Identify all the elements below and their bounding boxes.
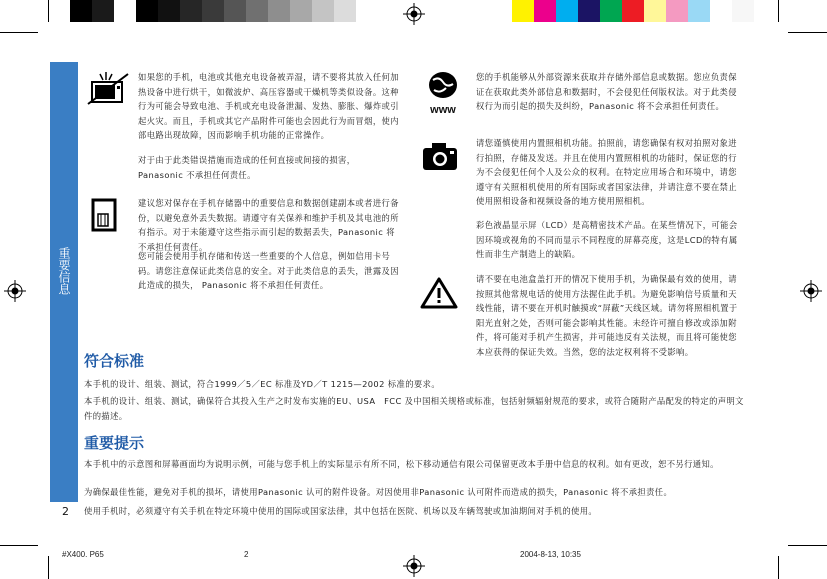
footer-page: 2 bbox=[244, 550, 249, 559]
sidebar-tab bbox=[50, 62, 78, 502]
registration-mark-icon bbox=[403, 3, 425, 25]
registration-mark-icon bbox=[800, 280, 822, 302]
registration-mark-icon bbox=[4, 280, 26, 302]
www-label: www bbox=[430, 104, 456, 116]
www-globe-icon bbox=[424, 70, 462, 114]
sim-card-icon bbox=[87, 196, 121, 236]
microwave-warning-icon bbox=[86, 70, 130, 106]
camera-icon bbox=[420, 140, 460, 174]
page-number: 2 bbox=[62, 505, 69, 518]
usage-warning-text: 请不要在电池盒盖打开的情况下使用手机，为确保最有效的使用，请按照其他常规电话的使用方法握住此手机。为避免影响信号质量和天线性能，请不要在开机时触摸或“屏蔽”天线区域。请勿将照相机置于阳光直射之处，否则可能会影响其性能。未经许可擅自修改或添加附件，将可能对手机产生损害，并可能违反有关法规，而且将可能使您本应获得的保证失效。当然，您的法定权利将不受影响。 bbox=[476, 274, 738, 357]
compliance-text-1: 本手机的设计、组装、测试，符合1999／5／EC 标准及YD／T 1215—2002 标准的要求。 bbox=[84, 379, 441, 389]
personal-info-text: 您可能会使用手机存储和传送一些重要的个人信息，例如信用卡号码。请您注意保证此类信息的安全。对于此类信息的丢失，泄露及因此造成的损失， Panasonic 将不承担任何责任。 bbox=[138, 251, 399, 291]
compliance-text-2: 本手机的设计、组装、测试，确保符合其投入生产之时发布实施的EU、USA FCC 及中国相关规格或标准，包括射频辐射规范的要求，或符合随附产品配发的特定的声明文件的描述。 bbox=[84, 396, 744, 421]
lcd-note-text: 彩色液晶显示屏（LCD）是高精密技术产品。在某些情况下，可能会因环境或视角的不同而显示不同程度的屏幕亮度，这是LCD的特有属性而非生产制造上的缺陷。 bbox=[476, 220, 738, 260]
compliance-heading: 符合标准 bbox=[84, 352, 145, 370]
heat-liability-text: 对于由于此类错误措施而造成的任何直接或间接的损害，Panasonic 不承担任何责任。 bbox=[138, 155, 356, 180]
heat-warning-text: 如果您的手机，电池或其他充电设备被弄湿，请不要将其放入任何加热设备中进行烘干，如微波炉、高压容器或干燥机等类似设备。这种行为可能会导致电池、手机或充电设备泄漏、发热、膨胀、爆炸或引起火灾。而且，手机或其它产品附件可能也会因此行为而冒烟，使内部电路出现故障，因而影响手机功能的正常操作。 bbox=[138, 72, 399, 141]
warning-triangle-icon bbox=[420, 276, 458, 310]
notice-text-2: 为确保最佳性能，避免对手机的损坏，请使用Panasonic 认可的附件设备。对因使用非Panasonic 认可附件而造成的损失，Panasonic 将不承担责任。 bbox=[84, 487, 673, 497]
footer-date: 2004-8-13, 10:35 bbox=[520, 550, 581, 559]
notice-heading: 重要提示 bbox=[84, 434, 145, 452]
notice-text-1: 本手机中的示意图和屏幕画面均为说明示例，可能与您手机上的实际显示有所不同，松下移动通信有限公司保留更改本手册中信息的权利。如有更改，恕不另行通知。 bbox=[84, 459, 719, 469]
backup-advice-text: 建议您对保存在手机存储器中的重要信息和数据创建副本或者进行备份，以避免意外丢失数据。请遵守有关保养和维护手机及其电池的所有指示。对于未能遵守这些指示而引起的数据丢失，Panasonic 将不承担任何责任。 bbox=[138, 198, 399, 252]
sidebar-label: 重要信息 bbox=[57, 247, 71, 295]
copyright-text: 您的手机能够从外部资源来获取并存储外部信息或数据。您应负责保证在获取此类外部信息和数据时，不会侵犯任何版权法。对于此类侵权行为而引起的损失及纠纷，Panasonic 将不会承担任何责任。 bbox=[476, 72, 737, 112]
notice-text-3: 使用手机时，必须遵守有关手机在特定环境中使用的国际或国家法律，其中包括在医院、机场以及车辆驾驶或加油期间对手机的使用。 bbox=[84, 506, 598, 516]
camera-usage-text: 请您谨慎使用内置照相机功能。拍照前，请您确保有权对拍照对象进行拍照，存储及发送。并且在使用内置照相机的功能时，保证您的行为不会侵犯任何个人及公众的权利。在特定应用场合和环境中，请您遵守有关照相机使用的所有国际或者国家法律，并请注意不要在禁止使用照相设备和视频设备的地方使用照相机。 bbox=[476, 138, 737, 207]
registration-mark-icon bbox=[403, 555, 425, 577]
footer-file: #X400. P65 bbox=[62, 550, 104, 559]
